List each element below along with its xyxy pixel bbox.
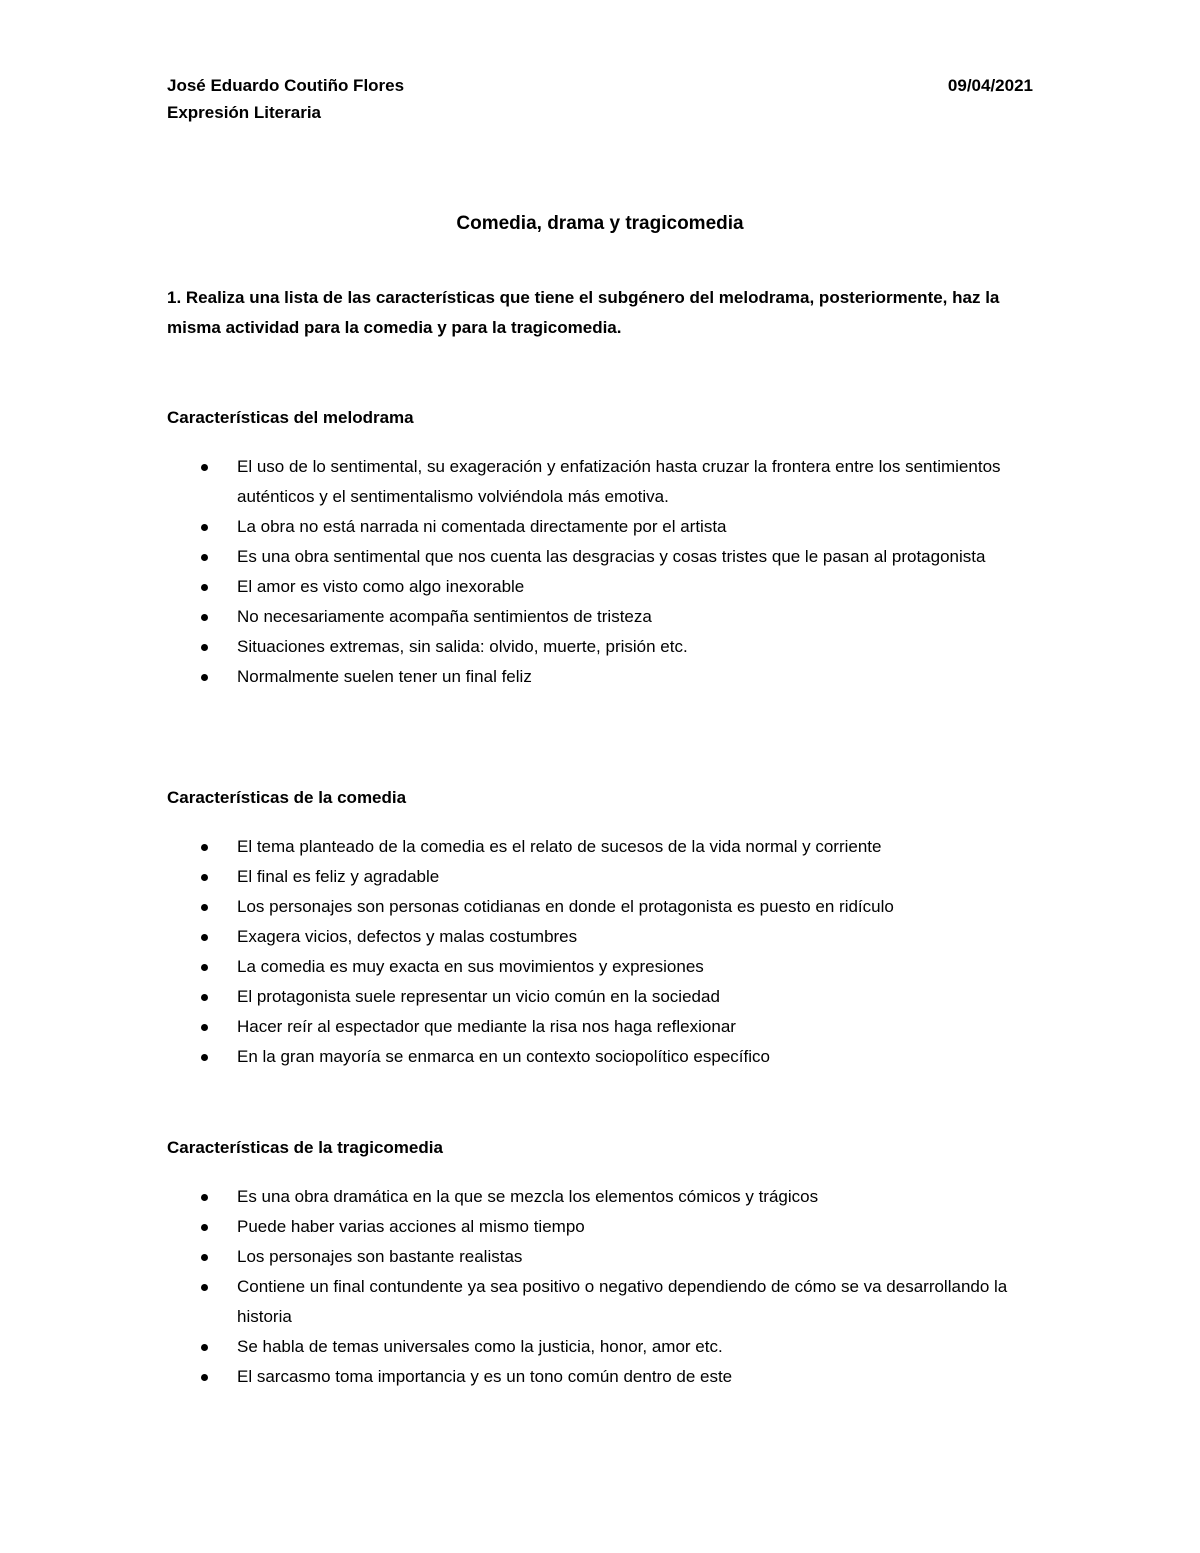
section-tragicomedia <box>167 1134 1047 1392</box>
list-item-text: El uso de lo sentimental, su exageración y enfatización hasta cruzar la frontera entre los sentimientos auténticos y el sentimentalismo volviéndola más emotiva. <box>237 457 1001 506</box>
bullet-icon <box>201 964 208 971</box>
list-item <box>167 512 1047 542</box>
list-item-text: En la gran mayoría se enmarca en un contexto sociopolítico específico <box>237 1047 770 1066</box>
list-item <box>167 1042 1047 1072</box>
bullet-icon <box>201 614 208 621</box>
section-heading-comedia: Características de la comedia <box>167 788 407 807</box>
section-heading-tragicomedia: Características de la tragicomedia <box>167 1138 443 1157</box>
tragicomedia-list <box>167 1182 1047 1392</box>
list-item <box>167 1272 1047 1332</box>
bullet-icon <box>201 994 208 1001</box>
list-item <box>167 982 1047 1012</box>
bullet-icon <box>201 1344 208 1351</box>
list-item-text: Se habla de temas universales como la justicia, honor, amor etc. <box>237 1337 723 1356</box>
bullet-icon <box>201 1374 208 1381</box>
bullet-icon <box>201 464 208 471</box>
list-item <box>167 1332 1047 1362</box>
header-row <box>167 72 1033 99</box>
list-item <box>167 572 1047 602</box>
melodrama-list <box>167 452 1047 692</box>
list-item <box>167 1182 1047 1212</box>
list-item-text: El tema planteado de la comedia es el relato de sucesos de la vida normal y corriente <box>237 837 882 856</box>
list-item <box>167 892 1047 922</box>
bullet-icon <box>201 874 208 881</box>
list-item <box>167 542 1047 572</box>
list-item-text: Contiene un final contundente ya sea positivo o negativo dependiendo de cómo se va desarrollando la historia <box>237 1277 1008 1326</box>
list-item-text: Los personajes son bastante realistas <box>237 1247 523 1266</box>
bullet-icon <box>201 934 208 941</box>
list-item-text: El amor es visto como algo inexorable <box>237 577 525 596</box>
list-item <box>167 452 1047 512</box>
list-item-text: No necesariamente acompaña sentimientos de tristeza <box>237 607 652 626</box>
bullet-icon <box>201 524 208 531</box>
bullet-icon <box>201 844 208 851</box>
list-item <box>167 632 1047 662</box>
list-item <box>167 662 1047 692</box>
bullet-icon <box>201 1194 208 1201</box>
list-item-text: El protagonista suele representar un vicio común en la sociedad <box>237 987 720 1006</box>
bullet-icon <box>201 1024 208 1031</box>
list-item <box>167 1212 1047 1242</box>
list-item-text: La comedia es muy exacta en sus movimientos y expresiones <box>237 957 704 976</box>
author-name: José Eduardo Coutiño Flores <box>167 76 405 95</box>
comedia-list <box>167 832 1047 1072</box>
section-melodrama <box>167 404 1047 692</box>
list-item <box>167 1242 1047 1272</box>
list-item-text: El final es feliz y agradable <box>237 867 440 886</box>
bullet-icon <box>201 584 208 591</box>
list-item <box>167 952 1047 982</box>
document-date: 09/04/2021 <box>947 76 1033 95</box>
list-item-text: Hacer reír al espectador que mediante la risa nos haga reflexionar <box>237 1017 736 1036</box>
bullet-icon <box>201 1054 208 1061</box>
list-item-text: Es una obra sentimental que nos cuenta las desgracias y cosas tristes que le pasan al protagonista <box>237 547 986 566</box>
document-title: Comedia, drama y tragicomedia <box>456 213 744 234</box>
list-item <box>167 1362 1047 1392</box>
subject-name: Expresión Literaria <box>167 103 322 122</box>
list-item <box>167 862 1047 892</box>
list-item-text: Normalmente suelen tener un final feliz <box>237 667 532 686</box>
list-item <box>167 832 1047 862</box>
section-heading-melodrama: Características del melodrama <box>167 408 414 427</box>
list-item-text: La obra no está narrada ni comentada directamente por el artista <box>237 517 727 536</box>
bullet-icon <box>201 1224 208 1231</box>
bullet-icon <box>201 554 208 561</box>
question-prompt: 1. Realiza una lista de las características que tiene el subgénero del melodrama, posteriormente, haz la misma actividad para la comedia y para la tragicomedia. <box>167 288 1000 337</box>
list-item <box>167 602 1047 632</box>
list-item <box>167 1012 1047 1042</box>
list-item-text: Puede haber varias acciones al mismo tiempo <box>237 1217 585 1236</box>
list-item-text: Los personajes son personas cotidianas en donde el protagonista es puesto en ridículo <box>237 897 894 916</box>
list-item-text: Situaciones extremas, sin salida: olvido, muerte, prisión etc. <box>237 637 688 656</box>
list-item-text: Exagera vicios, defectos y malas costumbres <box>237 927 578 946</box>
bullet-icon <box>201 1254 208 1261</box>
bullet-icon <box>201 674 208 681</box>
list-item <box>167 922 1047 952</box>
section-comedia <box>167 784 1047 1072</box>
bullet-icon <box>201 644 208 651</box>
bullet-icon <box>201 904 208 911</box>
bullet-icon <box>201 1284 208 1291</box>
list-item-text: Es una obra dramática en la que se mezcla los elementos cómicos y trágicos <box>237 1187 819 1206</box>
document-header <box>167 72 1033 126</box>
list-item-text: El sarcasmo toma importancia y es un tono común dentro de este <box>237 1367 733 1386</box>
